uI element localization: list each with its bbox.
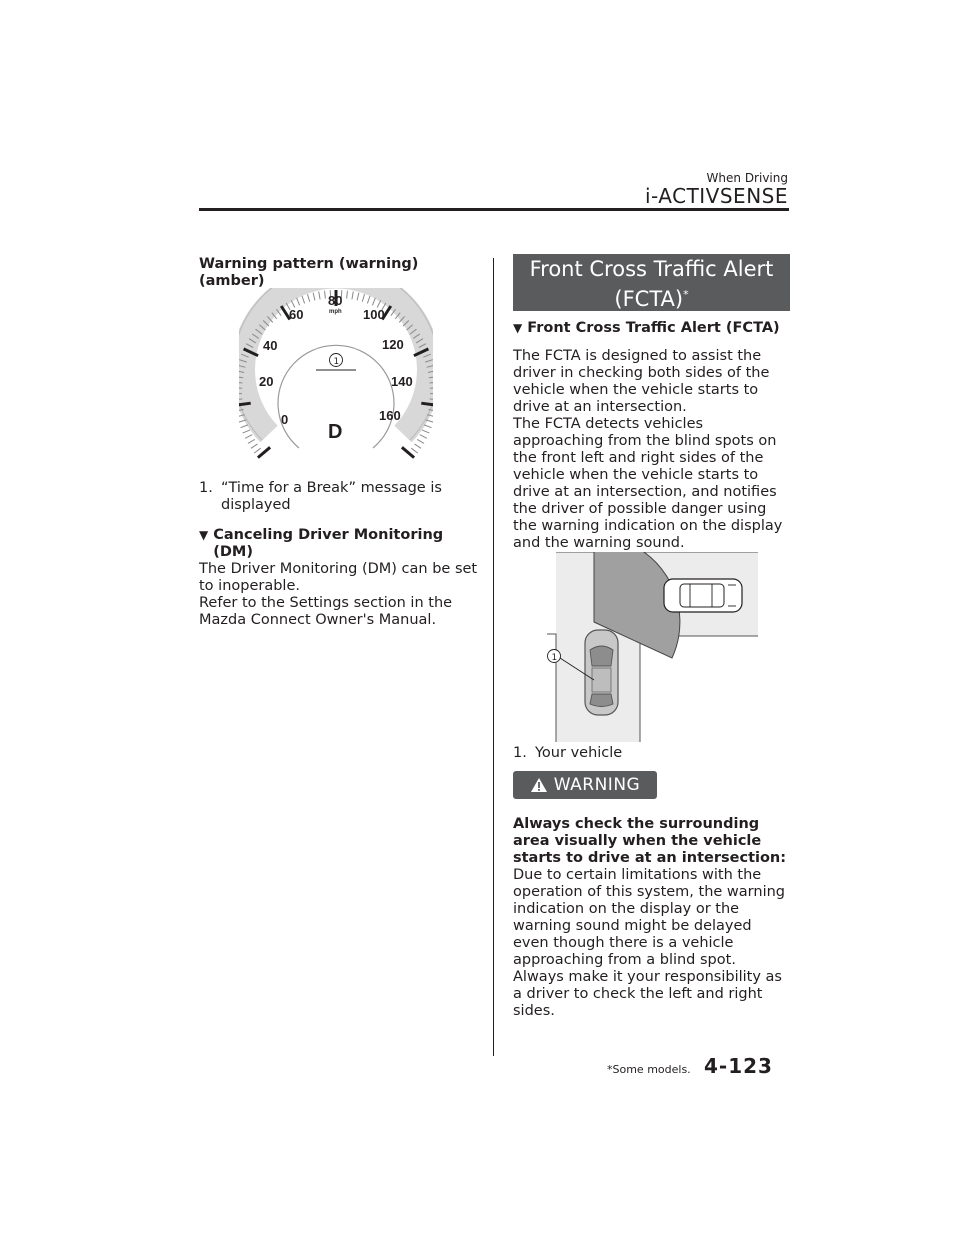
warning-badge bbox=[513, 771, 657, 799]
gauge-minor-tick bbox=[430, 399, 433, 400]
gauge-label-120: 120 bbox=[382, 337, 404, 352]
gauge-minor-tick bbox=[422, 430, 429, 433]
gauge-caption-number: 1. bbox=[199, 480, 213, 496]
gauge-label-100: 100 bbox=[363, 307, 385, 322]
gauge-minor-tick bbox=[245, 435, 252, 439]
page-number: 4-123 bbox=[704, 1054, 773, 1078]
warning-label: WARNING bbox=[553, 775, 641, 795]
gauge-minor-tick bbox=[313, 293, 315, 301]
speedometer-illustration bbox=[239, 288, 433, 470]
canceling-dm-subhead bbox=[199, 527, 479, 561]
gauge-minor-tick bbox=[362, 294, 364, 302]
canceling-dm-title: Canceling Driver Monitoring (DM) bbox=[213, 527, 444, 560]
warning-triangle-icon bbox=[530, 777, 548, 793]
gauge-minor-tick bbox=[241, 425, 249, 428]
gauge-minor-tick bbox=[347, 291, 348, 299]
gauge-unit-label: mph bbox=[329, 309, 342, 315]
subhead-triangle-icon: ▼ bbox=[513, 321, 523, 335]
canceling-dm-para2: Refer to the Settings section in the Mazda Connect Owner's Manual. bbox=[199, 595, 453, 628]
footer-some-models-note: *Some models. bbox=[607, 1063, 691, 1076]
gauge-minor-tick bbox=[302, 296, 305, 304]
warning-pattern-heading: Warning pattern (warning) (amber) bbox=[199, 256, 419, 289]
gauge-minor-tick bbox=[251, 444, 258, 448]
gauge-label-20: 20 bbox=[259, 374, 274, 389]
gauge-label-60: 60 bbox=[289, 307, 304, 322]
gauge-minor-tick bbox=[308, 294, 310, 302]
gauge-label-0: 0 bbox=[281, 412, 289, 427]
warning-body-text: Due to certain limitations with the operation of this system, the warning indication on the display or the warning sound might be delayed even though there is a vehicle approaching from a blind spot. Always make it your responsibility as a driver to check the left and right sides. bbox=[513, 867, 785, 1019]
gauge-minor-tick bbox=[424, 425, 432, 428]
approaching-vehicle bbox=[664, 579, 742, 612]
section-banner-subtitle: (FCTA)* bbox=[614, 287, 689, 311]
section-banner bbox=[513, 254, 790, 311]
gauge-label-160: 160 bbox=[379, 408, 401, 423]
gauge-label-40: 40 bbox=[263, 338, 278, 353]
fcta-intersection-illustration bbox=[544, 552, 758, 742]
callout-number: 1 bbox=[333, 357, 340, 367]
fcta-para2: The FCTA detects vehicles approaching from the blind spots on the front left and right sides of the vehicle when the vehicle starts to drive at an intersection, and notifies the driver of possible danger using the warning indication on the display and the warning sound. bbox=[513, 416, 783, 551]
gauge-minor-tick bbox=[319, 292, 320, 300]
running-header-chapter: i-ACTIVSENSE bbox=[644, 184, 788, 208]
column-divider bbox=[493, 258, 494, 1056]
gauge-minor-tick bbox=[297, 298, 300, 305]
gauge-minor-tick bbox=[243, 430, 250, 433]
gauge-minor-tick bbox=[239, 399, 242, 400]
gauge-minor-tick bbox=[420, 435, 427, 439]
gauge-label-80: 80 bbox=[328, 293, 343, 308]
your-vehicle bbox=[585, 630, 618, 715]
figure-caption-number: 1. bbox=[513, 745, 527, 761]
gauge-minor-tick bbox=[372, 298, 375, 305]
gauge-caption bbox=[199, 480, 479, 514]
gauge-minor-tick bbox=[417, 439, 424, 443]
canceling-dm-para1: The Driver Monitoring (DM) can be set to inoperable. bbox=[199, 561, 478, 594]
figure-callout-number: 1 bbox=[551, 653, 558, 663]
gauge-minor-tick bbox=[357, 293, 359, 301]
some-models-asterisk: * bbox=[683, 288, 689, 301]
gauge-minor-tick bbox=[411, 448, 417, 453]
fcta-para1: The FCTA is designed to assist the driver in checking both sides of the vehicle when the vehicle starts to drive at an intersection. bbox=[513, 348, 770, 415]
gauge-minor-tick bbox=[325, 291, 326, 299]
header-divider bbox=[199, 208, 789, 211]
gear-indicator: D bbox=[328, 421, 343, 443]
gauge-minor-tick bbox=[414, 444, 421, 448]
gauge-minor-tick bbox=[367, 296, 370, 304]
gauge-minor-tick bbox=[248, 439, 255, 443]
fcta-subhead-title: Front Cross Traffic Alert (FCTA) bbox=[527, 320, 780, 336]
fcta-subhead bbox=[513, 320, 791, 337]
running-header-section: When Driving bbox=[706, 171, 788, 185]
figure-caption bbox=[513, 745, 791, 762]
gauge-minor-tick bbox=[254, 448, 260, 453]
gauge-minor-tick bbox=[352, 292, 353, 300]
gauge-caption-text: “Time for a Break” message is displayed bbox=[221, 480, 442, 513]
gauge-label-140: 140 bbox=[391, 374, 413, 389]
subhead-triangle-icon: ▼ bbox=[199, 528, 209, 542]
warning-bold-text: Always check the surrounding area visually when the vehicle starts to drive at an intersection: bbox=[513, 816, 787, 866]
figure-caption-text: Your vehicle bbox=[535, 745, 623, 761]
section-banner-title: Front Cross Traffic Alert bbox=[529, 257, 774, 281]
